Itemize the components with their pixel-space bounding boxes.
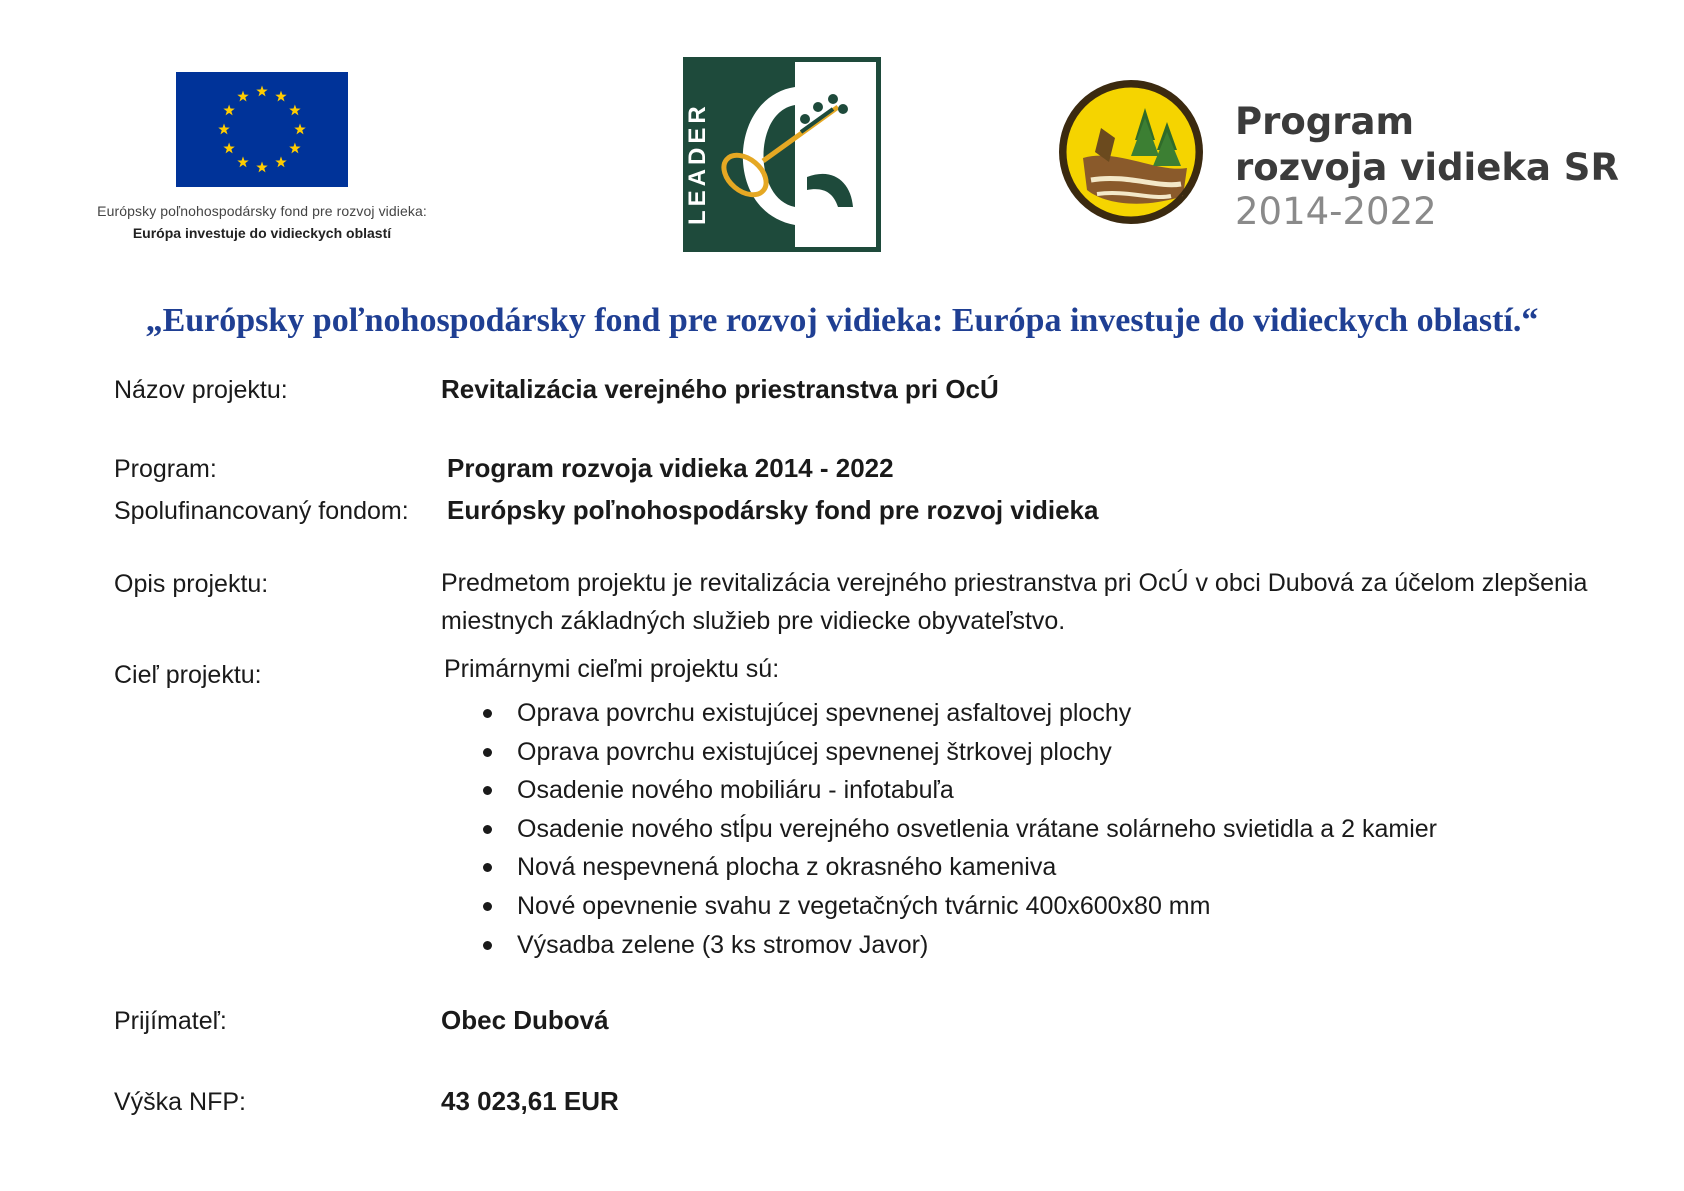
description-label: Opis projektu: <box>114 570 269 598</box>
leader-logo <box>683 57 881 252</box>
recipient-label: Prijímateľ: <box>114 1007 227 1035</box>
fund-value: Európsky poľnohospodársky fond pre rozvoj vidieka <box>447 495 1099 525</box>
amount-value: 43 023,61 EUR <box>441 1086 619 1116</box>
eu-caption-line2: Európa investuje do vidieckych oblastí <box>132 225 392 241</box>
goal-item: Oprava povrchu existujúcej spevnenej štrkovej plochy <box>478 733 1437 772</box>
eu-flag-icon <box>176 72 348 187</box>
project-name-value: Revitalizácia verejného priestranstva pri OcÚ <box>441 374 999 404</box>
goal-item: Osadenie nového stĺpu verejného osvetlenia vrátane solárneho svietidla a 2 kamier <box>478 810 1437 849</box>
fund-label: Spolufinancovaný fondom: <box>114 497 409 525</box>
goal-item: Oprava povrchu existujúcej spevnenej asfaltovej plochy <box>478 694 1437 733</box>
goal-item: Nová nespevnená plocha z okrasného kameniva <box>478 848 1437 887</box>
recipient-value: Obec Dubová <box>441 1005 609 1035</box>
goal-item: Osadenie nového mobiliáru - infotabuľa <box>478 771 1437 810</box>
prv-logo <box>1057 78 1619 233</box>
headline: „Európsky poľnohospodársky fond pre rozvoj vidieka: Európa investuje do vidieckych oblastí.“ <box>145 302 1539 339</box>
project-name-label: Názov projektu: <box>114 376 288 404</box>
program-value: Program rozvoja vidieka 2014 - 2022 <box>447 453 894 483</box>
description-value: Predmetom projektu je revitalizácia verejného priestranstva pri OcÚ v obci Dubová za účelom zlepšenia miestnych základných služieb pre vidiecke obyvateľstvo. <box>441 569 1588 635</box>
prv-title-years: 2014-2022 <box>1235 190 1437 233</box>
program-label: Program: <box>114 455 217 483</box>
goal-item: Nové opevnenie svahu z vegetačných tvárnic 400x600x80 mm <box>478 887 1437 926</box>
prv-title-line2: rozvoja vidieka SR <box>1235 146 1619 189</box>
eu-logo <box>52 72 472 241</box>
leader-text: LEADER <box>684 102 711 225</box>
goal-item: Výsadba zelene (3 ks stromov Javor) <box>478 926 1437 965</box>
goal-list <box>478 694 1437 964</box>
goal-intro: Primárnymi cieľmi projektu sú: <box>444 655 780 683</box>
amount-label: Výška NFP: <box>114 1088 246 1116</box>
landscape-emblem-icon <box>1057 78 1205 226</box>
prv-title-line1: Program <box>1235 100 1415 143</box>
eu-caption-line1: Európsky poľnohospodársky fond pre rozvoj vidieka: <box>97 203 427 219</box>
goal-label: Cieľ projektu: <box>114 661 262 689</box>
